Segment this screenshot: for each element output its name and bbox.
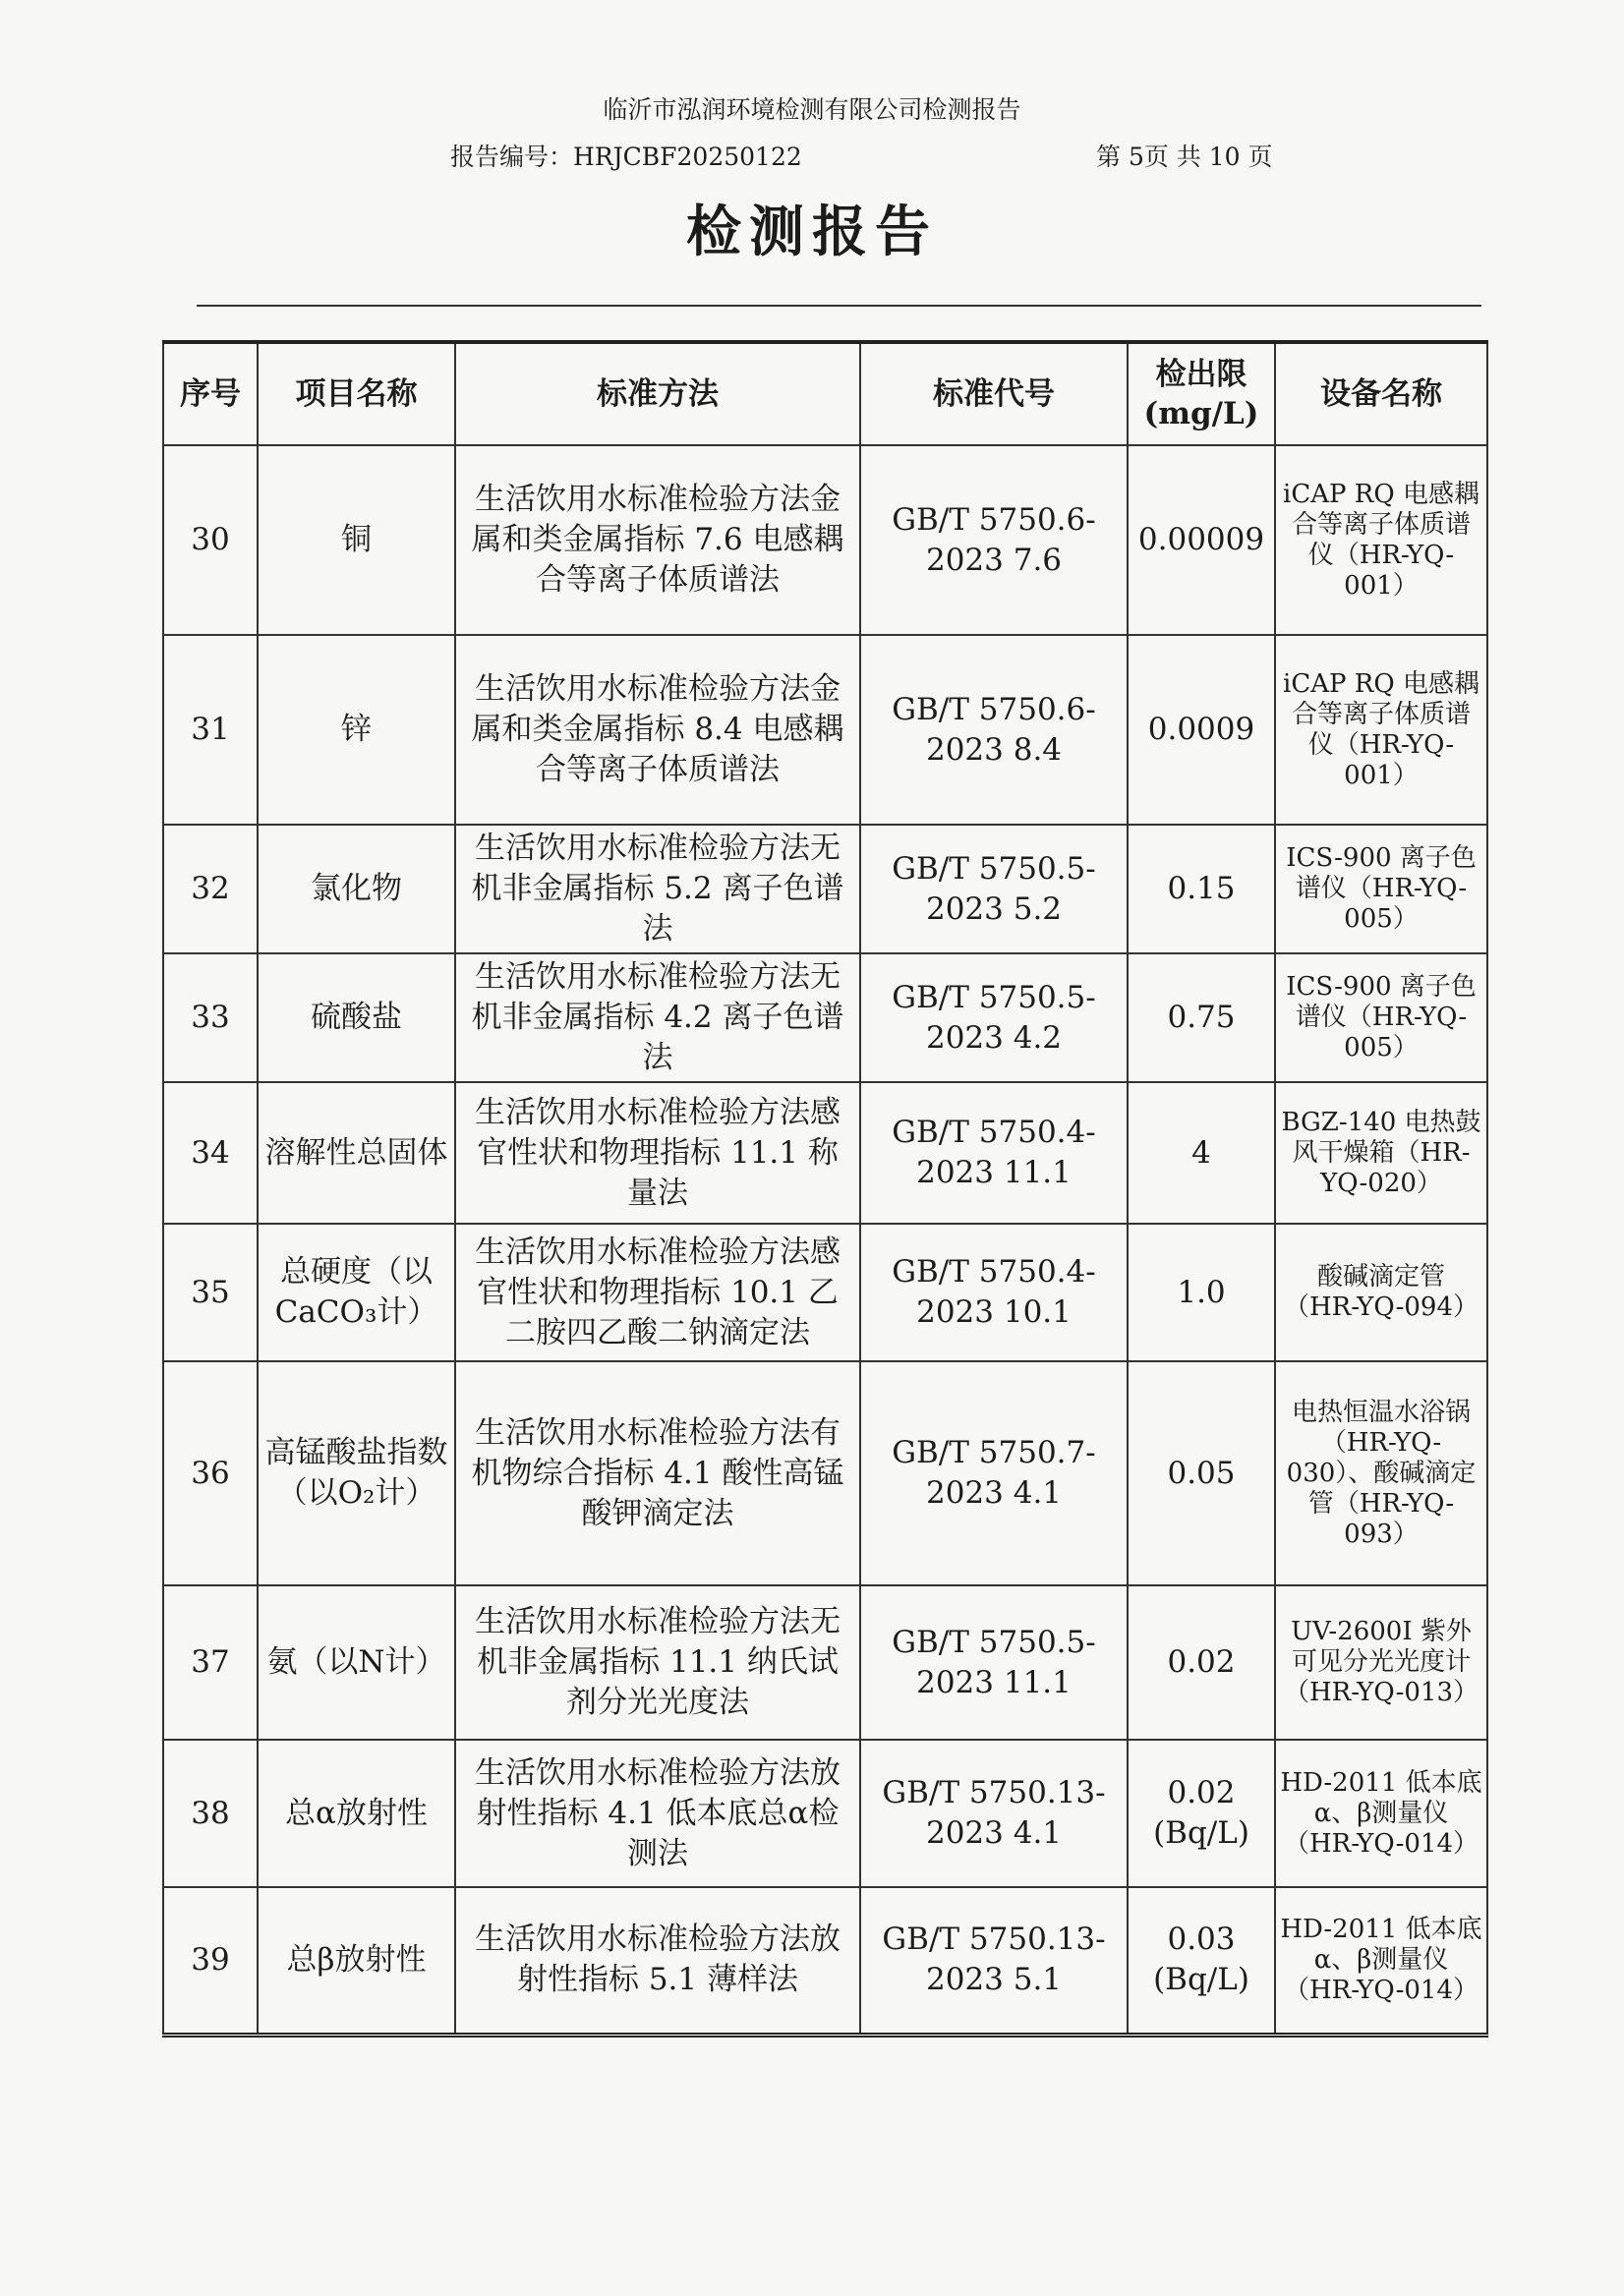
cell-method: 生活饮用水标准检验方法金属和类金属指标 7.6 电感耦合等离子体质谱法 — [455, 445, 860, 635]
cell-equipment: iCAP RQ 电感耦合等离子体质谱仪（HR-YQ-001） — [1275, 635, 1487, 825]
cell-equipment: ICS-900 离子色谱仪（HR-YQ-005） — [1275, 953, 1487, 1082]
cell-item: 高锰酸盐指数（以O₂计） — [258, 1361, 455, 1585]
cell-item: 总硬度（以CaCO₃计） — [258, 1224, 455, 1361]
cell-item: 总α放射性 — [258, 1740, 455, 1887]
table-row — [163, 1887, 1487, 2035]
page-number: 第 5页 共 10 页 — [1096, 143, 1273, 171]
cell-no: 33 — [163, 953, 258, 1082]
cell-no: 32 — [163, 825, 258, 953]
cell-equipment: 电热恒温水浴锅（HR-YQ-030）、酸碱滴定管（HR-YQ-093） — [1275, 1361, 1487, 1585]
cell-code: GB/T 5750.13-2023 5.1 — [860, 1887, 1128, 2035]
cell-limit: 0.00009 — [1128, 445, 1275, 635]
cell-equipment: iCAP RQ 电感耦合等离子体质谱仪（HR-YQ-001） — [1275, 445, 1487, 635]
page-title: 检测报告 — [686, 201, 938, 264]
cell-limit: 0.75 — [1128, 953, 1275, 1082]
cell-item: 总β放射性 — [258, 1887, 455, 2035]
table-row — [163, 1224, 1487, 1361]
cell-limit: 0.02 — [1128, 1585, 1275, 1740]
header-no: 序号 — [163, 342, 258, 445]
cell-method: 生活饮用水标准检验方法有机物综合指标 4.1 酸性高锰酸钾滴定法 — [455, 1361, 860, 1585]
cell-code: GB/T 5750.5-2023 4.2 — [860, 953, 1128, 1082]
cell-no: 35 — [163, 1224, 258, 1361]
cell-item: 氨（以N计） — [258, 1585, 455, 1740]
table-row — [163, 1740, 1487, 1887]
cell-item: 锌 — [258, 635, 455, 825]
cell-method: 生活饮用水标准检验方法金属和类金属指标 8.4 电感耦合等离子体质谱法 — [455, 635, 860, 825]
table-row — [163, 1585, 1487, 1740]
cell-code: GB/T 5750.5-2023 5.2 — [860, 825, 1128, 953]
cell-method: 生活饮用水标准检验方法感官性状和物理指标 10.1 乙二胺四乙酸二钠滴定法 — [455, 1224, 860, 1361]
table-row — [163, 953, 1487, 1082]
cell-equipment: UV-2600I 紫外可见分光光度计（HR-YQ-013） — [1275, 1585, 1487, 1740]
header-limit-unit: (mg/L) — [1143, 396, 1259, 431]
cell-code: GB/T 5750.7-2023 4.1 — [860, 1361, 1128, 1585]
cell-item: 铜 — [258, 445, 455, 635]
cell-equipment: HD-2011 低本底α、β测量仪（HR-YQ-014） — [1275, 1740, 1487, 1887]
header-divider — [197, 305, 1481, 307]
cell-code: GB/T 5750.13-2023 4.1 — [860, 1740, 1128, 1887]
table-row — [163, 1082, 1487, 1224]
table-row — [163, 445, 1487, 635]
cell-no: 37 — [163, 1585, 258, 1740]
table-row — [163, 635, 1487, 825]
cell-method: 生活饮用水标准检验方法放射性指标 4.1 低本底总α检测法 — [455, 1740, 860, 1887]
cell-item: 溶解性总固体 — [258, 1082, 455, 1224]
test-method-table — [162, 340, 1488, 2038]
header-method: 标准方法 — [455, 342, 860, 445]
cell-limit: 4 — [1128, 1082, 1275, 1224]
header-code: 标准代号 — [860, 342, 1128, 445]
header-item: 项目名称 — [258, 342, 455, 445]
table-header-row — [163, 342, 1487, 445]
report-number — [450, 138, 802, 173]
cell-method: 生活饮用水标准检验方法放射性指标 5.1 薄样法 — [455, 1887, 860, 2035]
cell-no: 34 — [163, 1082, 258, 1224]
cell-limit: 0.02 (Bq/L) — [1128, 1740, 1275, 1887]
cell-no: 31 — [163, 635, 258, 825]
cell-no: 38 — [163, 1740, 258, 1887]
company-header: 临沂市泓润环境检测有限公司检测报告 — [603, 95, 1021, 124]
cell-method: 生活饮用水标准检验方法感官性状和物理指标 11.1 称量法 — [455, 1082, 860, 1224]
cell-limit: 0.03 (Bq/L) — [1128, 1887, 1275, 2035]
cell-limit: 0.0009 — [1128, 635, 1275, 825]
cell-limit: 1.0 — [1128, 1224, 1275, 1361]
header-limit-label: 检出限 — [1155, 357, 1247, 392]
cell-no: 30 — [163, 445, 258, 635]
header-limit — [1128, 342, 1275, 445]
cell-code: GB/T 5750.4-2023 11.1 — [860, 1082, 1128, 1224]
cell-item: 氯化物 — [258, 825, 455, 953]
cell-code: GB/T 5750.6-2023 8.4 — [860, 635, 1128, 825]
cell-code: GB/T 5750.5-2023 11.1 — [860, 1585, 1128, 1740]
cell-item: 硫酸盐 — [258, 953, 455, 1082]
cell-no: 36 — [163, 1361, 258, 1585]
cell-equipment: 酸碱滴定管（HR-YQ-094） — [1275, 1224, 1487, 1361]
cell-code: GB/T 5750.4-2023 10.1 — [860, 1224, 1128, 1361]
cell-limit: 0.05 — [1128, 1361, 1275, 1585]
report-number-value: HRJCBF20250122 — [573, 143, 802, 171]
cell-code: GB/T 5750.6-2023 7.6 — [860, 445, 1128, 635]
cell-method: 生活饮用水标准检验方法无机非金属指标 5.2 离子色谱法 — [455, 825, 860, 953]
cell-method: 生活饮用水标准检验方法无机非金属指标 4.2 离子色谱法 — [455, 953, 860, 1082]
table-row — [163, 825, 1487, 953]
cell-equipment: HD-2011 低本底α、β测量仪（HR-YQ-014） — [1275, 1887, 1487, 2035]
table-row — [163, 1361, 1487, 1585]
header-equipment: 设备名称 — [1275, 342, 1487, 445]
cell-limit: 0.15 — [1128, 825, 1275, 953]
cell-no: 39 — [163, 1887, 258, 2035]
cell-method: 生活饮用水标准检验方法无机非金属指标 11.1 纳氏试剂分光光度法 — [455, 1585, 860, 1740]
cell-equipment: BGZ-140 电热鼓风干燥箱（HR-YQ-020） — [1275, 1082, 1487, 1224]
cell-equipment: ICS-900 离子色谱仪（HR-YQ-005） — [1275, 825, 1487, 953]
report-number-label: 报告编号： — [450, 143, 574, 171]
